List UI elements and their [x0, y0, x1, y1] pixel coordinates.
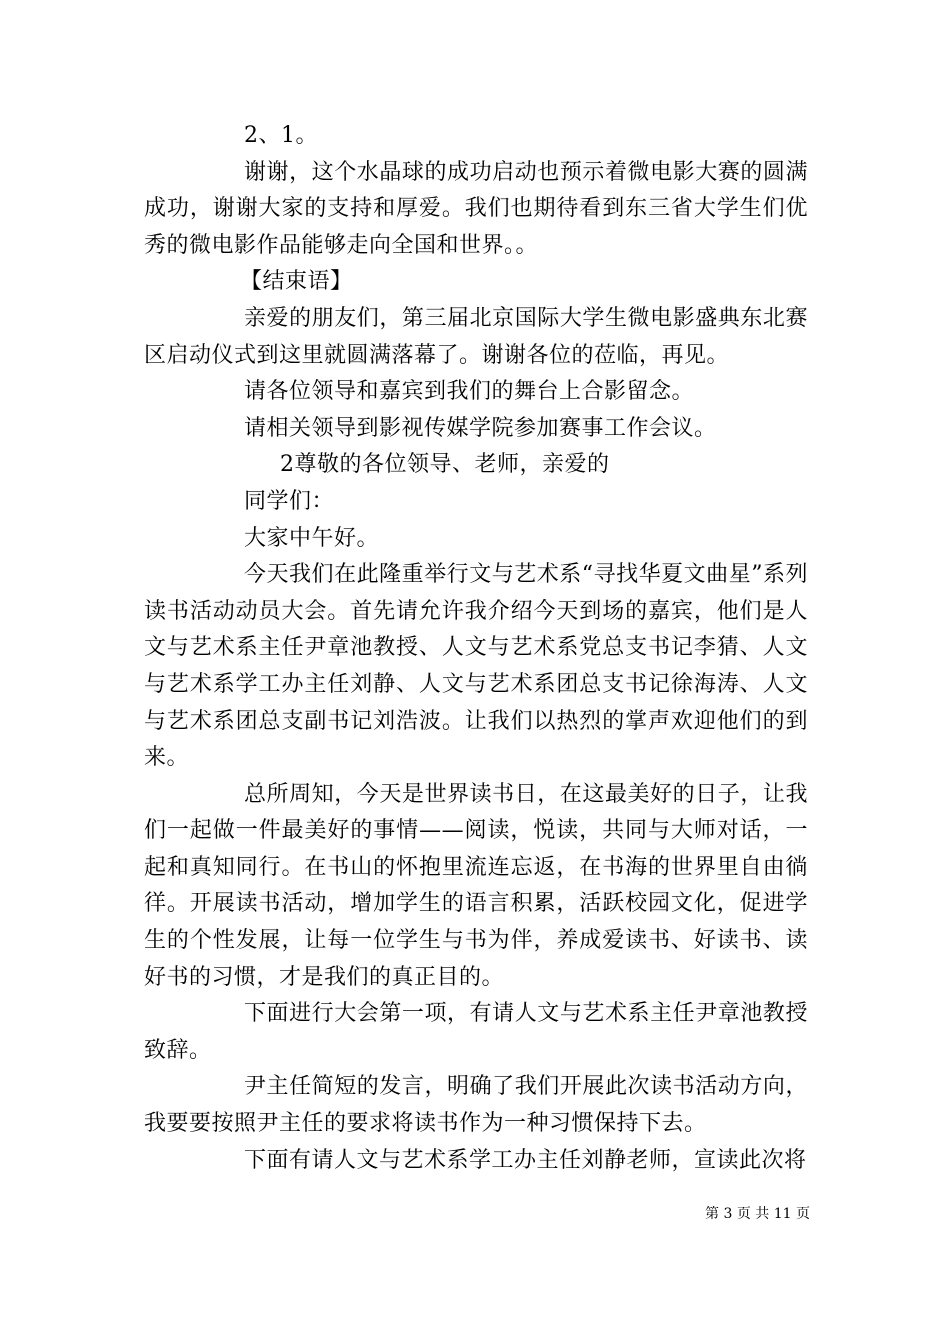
paragraph-1: 2、1。	[244, 123, 318, 148]
paragraph-5: 请相关领导到影视传媒学院参加赛事工作会议。	[244, 415, 717, 441]
paragraph-10: 下面进行大会第一项，有请人文与艺术系主任尹章池教授致辞。	[144, 1001, 808, 1063]
paragraph-2: 谢谢，这个水晶球的成功启动也预示着微电影大赛的圆满成功，谢谢大家的支持和厚爱。我们也期待看到东三省大学生们优秀的微电影作品能够走向全国和世界。。	[144, 159, 808, 258]
paragraph-11: 尹主任简短的发言，明确了我们开展此次读书活动方向，我要要按照尹主任的要求将读书作为一种习惯保持下去。	[144, 1074, 808, 1137]
section-heading-speech-2: 2尊敬的各位领导、老师，亲爱的	[280, 452, 610, 478]
paragraph-12: 下面有请人文与艺术系学工办主任刘静老师，宣读此次将	[244, 1147, 807, 1173]
paragraph-9: 总所周知，今天是世界读书日，在这最美好的日子，让我们一起做一件最美好的事情——阅读，悦读，共同与大师对话，一起和真知同行。在书山的怀抱里流连忘返，在书海的世界里自由徜徉。开展读书活动，增加学生的语言积累，活跃校园文化，促进学生的个性发展，让每一位学生与书为伴，养成爱读书、好读书、读好书的习惯，才是我们的真正目的。	[144, 781, 808, 990]
paragraph-8: 今天我们在此隆重举行文与艺术系“寻找华夏文曲星”系列读书活动动员大会。首先请允许我介绍今天到场的嘉宾，他们是人文与艺术系主任尹章池教授、人文与艺术系党总支书记李猜、人文与艺术系学工办主任刘静、人文与艺术系团总支书记徐海涛、人文与艺术系团总支副书记刘浩波。让我们以热烈的掌声欢迎他们的到来。	[144, 562, 808, 771]
document-body	[144, 118, 808, 1179]
paragraph-4: 请各位领导和嘉宾到我们的舞台上合影留念。	[244, 379, 695, 405]
paragraph-7: 大家中午好。	[244, 525, 380, 551]
paragraph-3: 亲爱的朋友们，第三届北京国际大学生微电影盛典东北赛区启动仪式到这里就圆满落幕了。谢谢各位的莅临，再见。	[144, 305, 808, 368]
paragraph-6: 同学们：	[244, 488, 335, 514]
section-heading-closing: 【结束语】	[240, 269, 353, 295]
page-number-footer: 第 3 页 共 11 页	[705, 1206, 810, 1222]
